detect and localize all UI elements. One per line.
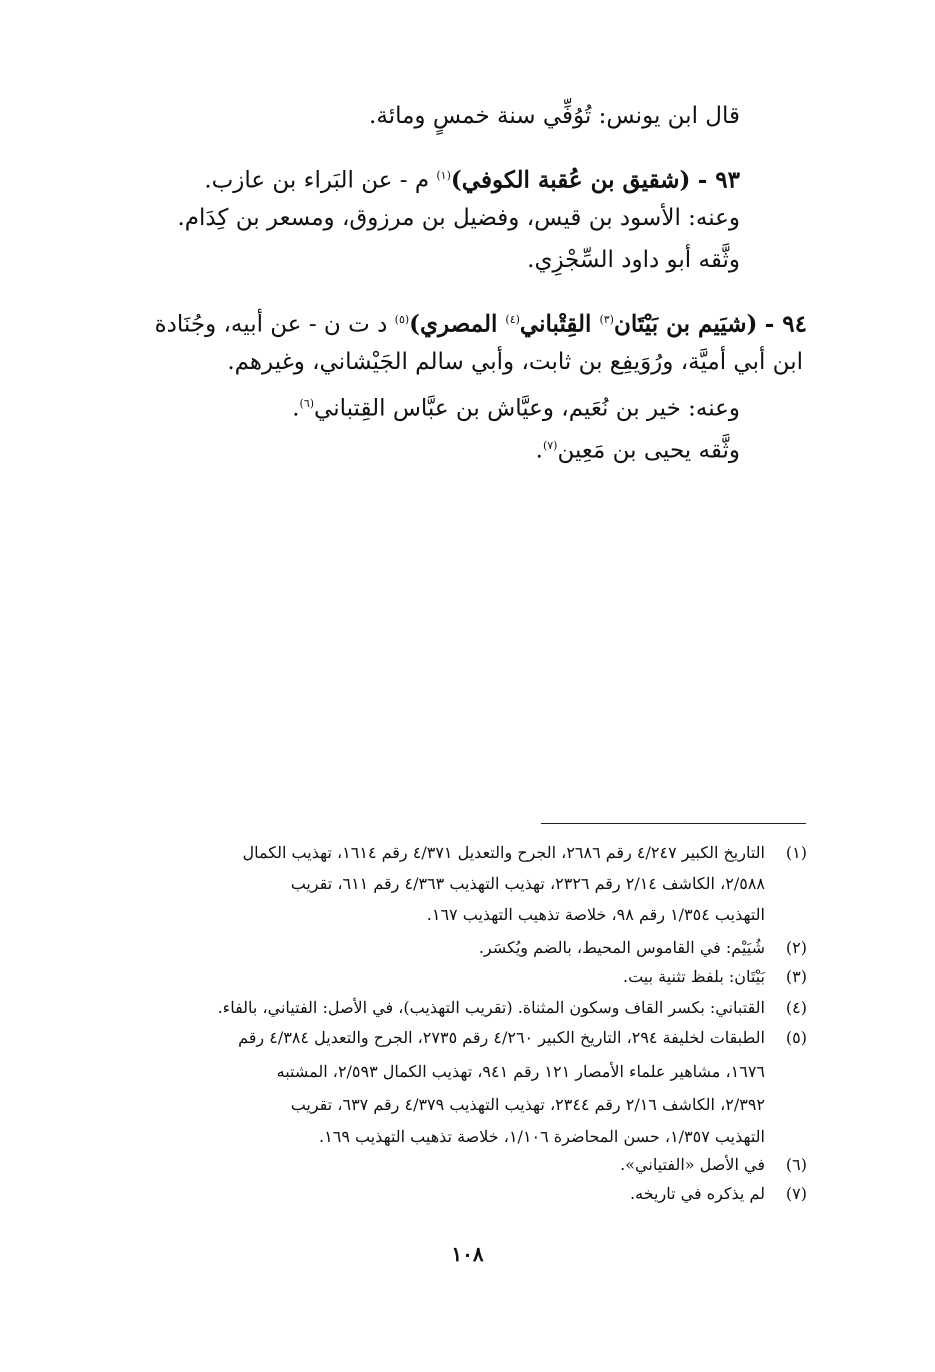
- footnote-ref-6: (٦): [299, 397, 315, 410]
- footnote-separator: [541, 823, 806, 824]
- entry-93-name: (شقيق بن عُقبة الكوفي): [450, 166, 691, 194]
- entry-94-line-4: [536, 430, 740, 467]
- entry-94-line-3: [292, 388, 740, 425]
- entry-94-line-2: ابن أبي أميَّة، ورُوَيفِع بن ثابت، وأبي سالم الجَيْشاني، وغيرهم.: [227, 349, 803, 375]
- footnote-7-line-1: لم يذكره في تاريخه.: [630, 1184, 765, 1203]
- entry-93-line-2: وعنه: الأسود بن قيس، وفضيل بن مرزوق، ومسعر بن كِدَام.: [177, 205, 740, 231]
- entry-94-rest: د ت ن - عن أبيه، وجُنَادة: [154, 311, 395, 338]
- footnote-ref-4: (٤): [505, 313, 520, 326]
- entry-94-name-b: القِتْباني: [519, 310, 600, 338]
- footnote-6-number: (٦): [785, 1155, 807, 1174]
- entry-94-line-4-text: وثَّقه يحيى بن مَعِين: [557, 437, 740, 464]
- footnote-1-line-3: التهذيب ١/٣٥٤ رقم ٩٨، خلاصة تذهيب التهذيب ١٦٧.: [426, 905, 765, 924]
- footnote-3-number: (٣): [785, 967, 807, 986]
- entry-94-heading: [155, 304, 807, 341]
- entry-93-line-3: وثَّقه أبو داود السِّجْزِي.: [527, 247, 740, 273]
- entry-94-line-3-text: وعنه: خير بن نُعَيم، وعيَّاش بن عبَّاس القِتباني: [314, 395, 740, 422]
- entry-94-line-3-end: .: [292, 395, 300, 422]
- footnote-ref-5: (٥): [394, 313, 410, 326]
- entry-93-heading: [204, 160, 740, 197]
- footnote-ref-1: (١): [436, 169, 451, 182]
- footnote-5-line-4: التهذيب ١/٣٥٧، حسن المحاضرة ١/١٠٦، خلاصة تذهيب التهذيب ١٦٩.: [319, 1127, 765, 1146]
- entry-94-line-4-end: .: [535, 437, 543, 464]
- entry-94-name-c: المصري): [409, 310, 506, 338]
- entry-93-number: ٩٣ -: [697, 166, 740, 194]
- footnote-6-line-1: في الأصل «الفتياني».: [620, 1155, 765, 1174]
- footnote-3-line-1: بَيْتَان: بلفظ تثنية بيت.: [622, 967, 765, 986]
- footnote-1-number: (١): [785, 843, 807, 862]
- footnote-5-number: (٥): [785, 1028, 807, 1047]
- footnote-4-line-1: القتباني: بكسر القاف وسكون المثناة. (تقريب التهذيب)، في الأصل: الفتياني، بالفاء.: [217, 998, 765, 1017]
- entry-94-number: ٩٤ -: [764, 310, 807, 338]
- footnote-7-number: (٧): [785, 1184, 807, 1203]
- footnote-5-line-3: ٢/٣٩٢، الكاشف ٢/١٦ رقم ٢٣٤٤، تهذيب التهذيب ٤/٣٧٩ رقم ٦٣٧، تقريب: [290, 1095, 765, 1114]
- entry-93-rest: م - عن البَراء بن عازب.: [204, 167, 437, 194]
- intro-line: قال ابن يونس: تُوُفِّي سنة خمسٍ ومائة.: [369, 103, 740, 129]
- footnote-1-line-1: التاريخ الكبير ٤/٢٤٧ رقم ٢٦٨٦، الجرح والتعديل ٤/٣٧١ رقم ١٦١٤، تهذيب الكمال: [242, 843, 765, 862]
- footnote-5-line-1: الطبقات لخليفة ٢٩٤، التاريخ الكبير ٤/٢٦٠ رقم ٢٧٣٥، الجرح والتعديل ٤/٣٨٤ رقم: [238, 1028, 765, 1047]
- entry-94-name-a: (شيَيم بن بَيْتَان: [613, 310, 758, 338]
- footnote-2-number: (٢): [785, 938, 807, 957]
- footnote-1-line-2: ٢/٥٨٨، الكاشف ٢/١٤ رقم ٢٣٢٦، تهذيب التهذيب ٤/٣٦٣ رقم ٦١١، تقريب: [290, 874, 765, 893]
- footnote-ref-3: (٣): [599, 313, 614, 326]
- footnote-ref-7: (٧): [542, 439, 558, 452]
- footnote-5-line-2: ١٦٧٦، مشاهير علماء الأمصار ١٢١ رقم ٩٤١، تهذيب الكمال ٢/٥٩٣، المشتبه: [276, 1062, 765, 1081]
- page-number: ١٠٨: [451, 1242, 484, 1266]
- footnote-4-number: (٤): [785, 998, 807, 1017]
- footnote-2-line-1: شُيَيْم: في القاموس المحيط، بالضم ويُكسَر.: [478, 938, 765, 957]
